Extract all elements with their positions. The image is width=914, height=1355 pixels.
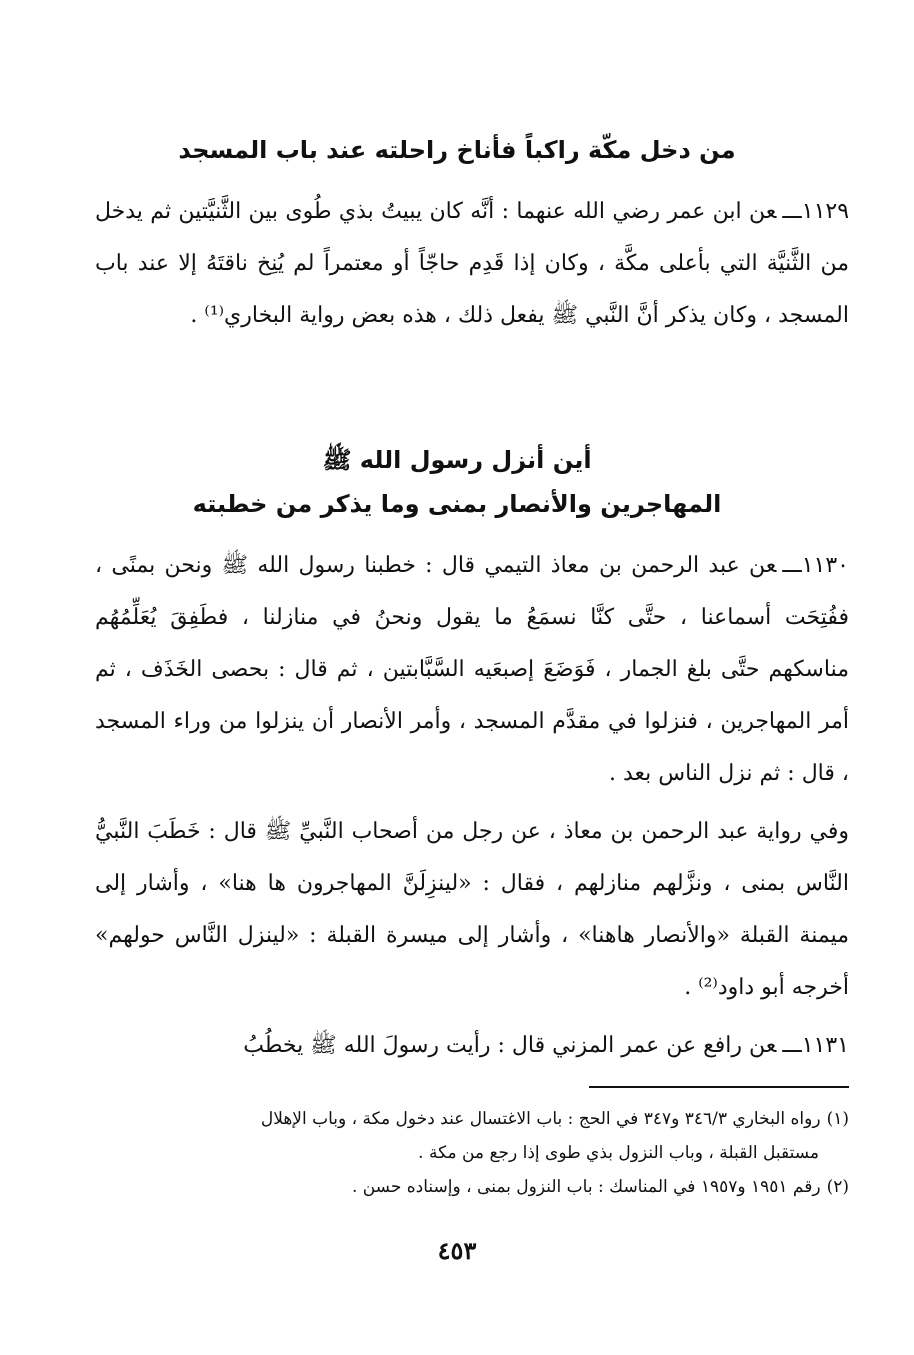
footnote-1-continued: مستقبل القبلة ، وباب النزول بذي طوى إذا رجع من مكة . xyxy=(418,1143,819,1163)
footnote-2 xyxy=(95,1170,849,1204)
footnote-text: رقم ١٩٥١ و١٩٥٧ في المناسك : باب النزول بمنى ، وإسناده حسن . xyxy=(351,1177,821,1197)
footnotes xyxy=(95,1102,849,1204)
hadith-number: ١١٢٩ـــ xyxy=(782,199,850,224)
hadith-1131 xyxy=(95,1020,849,1072)
footnote-separator xyxy=(589,1086,849,1088)
footnote-marker: (١) xyxy=(826,1109,849,1129)
section-heading-entering-mecca: من دخل مكّة راكباً فأناخ راحلته عند باب المسجد xyxy=(178,136,736,164)
hadith-text: عن ابن عمر رضي الله عنهما : أنَّه كان يبيتُ بذي طُوى بين الثَّنيَّتين ثم يدخل من الثَّنيَّة التي بأعلى مكَّة ، وكان إذا قَدِم حاجّاً أو معتمراً لم يُنِخ ناقتَهُ إلا عند باب المسجد ، وكان يذكر أنَّ النَّبي ﷺ يفعل ذلك ، هذه بعض رواية البخاري⁽¹⁾ . xyxy=(95,199,849,328)
footnote-1 xyxy=(95,1102,849,1136)
hadith-1130-variant: وفي رواية عبد الرحمن بن معاذ ، عن رجل من أصحاب النَّبيِّ ﷺ قال : خَطَبَ النَّبيُّ النَّاس بمنى ، ونزَّلهم منازلهم ، فقال : «لينزِلَنَّ المهاجرون ها هنا» ، وأشار إلى ميمنة القبلة «والأنصار هاهنا» ، وأشار إلى ميسرة القبلة : «لينزل النَّاس حولهم» أخرجه أبو داود⁽²⁾ . xyxy=(95,819,849,1000)
footnote-marker: (٢) xyxy=(826,1177,849,1197)
hadith-text: عن عبد الرحمن بن معاذ التيمي قال : خطبنا رسول الله ﷺ ونحن بمنًى ، ففُتِحَت أسماعنا ، حتَّى كنَّا نسمَعُ ما يقول ونحنُ في منازلنا ، فطَفِقَ يُعَلِّمُهُم مناسكهم حتَّى بلغ الجمار ، فَوَضَعَ إصبعَيه السَّبَّابتين ، ثم قال : بحصى الخَذَف ، ثم أمر المهاجرين ، فنزلوا في مقدَّم المسجد ، وأمر الأنصار أن ينزلوا من وراء المسجد ، قال : ثم نزل الناس بعد . xyxy=(95,553,849,786)
section-heading-line-2: المهاجرين والأنصار بمنى وما يذكر من خطبته xyxy=(192,490,722,518)
hadith-1130 xyxy=(95,540,849,800)
hadith-number: ١١٣٠ـــ xyxy=(782,553,849,578)
hadith-text: عن رافع عن عمر المزني قال : رأيت رسولَ الله ﷺ يخطُبُ xyxy=(243,1033,777,1058)
hadith-1129 xyxy=(95,186,849,342)
page-number: ٤٥٣ xyxy=(437,1236,477,1265)
footnote-text: رواه البخاري ٣٤٦/٣ و٣٤٧ في الحج : باب الاغتسال عند دخول مكة ، وباب الإهلال xyxy=(260,1109,821,1129)
hadith-number: ١١٣١ـــ xyxy=(782,1033,849,1058)
section-heading-line-1: أين أنزل رسول الله ﷺ xyxy=(322,446,592,474)
